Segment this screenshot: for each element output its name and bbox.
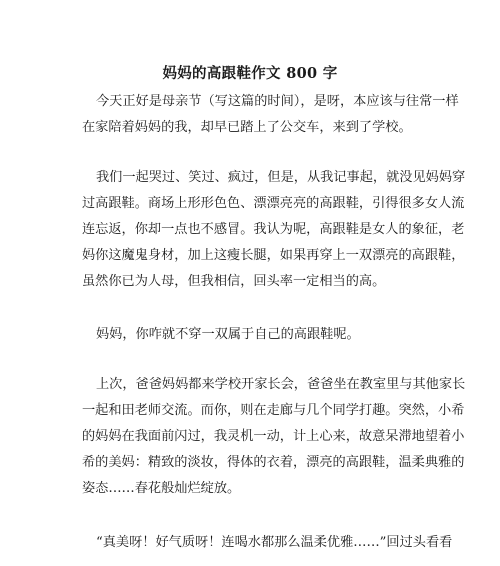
paragraph-4 (82, 372, 466, 502)
paragraph-line: 的妈妈在我面前闪过，我灵机一动，计上心来，故意呆滞地望着小 (82, 429, 465, 444)
paragraph-1 (82, 89, 459, 141)
paragraph-5 (82, 530, 453, 556)
paragraph-3 (82, 322, 424, 348)
paragraph-line: 妈你这魔鬼身材，加上这瘦长腿，如果再穿上一双漂亮的高跟鞋， (82, 248, 465, 263)
paragraph-line: 今天正好是母亲节（写这篇的时间），是呀，本应该与往常一样 (96, 94, 459, 109)
document-title: 妈妈的高跟鞋作文 800 字 (162, 65, 338, 82)
paragraph-line: 姿态……春花般灿烂绽放。 (82, 481, 241, 496)
paragraph-line: 过高跟鞋。商场上形形色色、漂漂亮亮的高跟鞋，引得很多女人流 (82, 196, 465, 211)
paragraph-line: 我们一起哭过、笑过、疯过，但是，从我记事起，就没见妈妈穿 (96, 170, 466, 185)
paragraph-line: 虽然你已为人母，但我相信，回头率一定相当的高。 (82, 274, 386, 289)
paragraph-line: 希的美妈：精致的淡妆，得体的衣着，漂亮的高跟鞋，温柔典雅的 (82, 455, 465, 470)
paragraph-line: 一起和田老师交流。而你，则在走廊与几个同学打趣。突然，小希 (82, 403, 465, 418)
paragraph-line: 连忘返，你却一点也不感冒。我认为呢，高跟鞋是女人的象征，老 (82, 222, 465, 237)
paragraph-line: 妈妈，你咋就不穿一双属于自己的高跟鞋呢。 (96, 327, 360, 342)
paragraph-line: “真美呀！好气质呀！连喝水都那么温柔优雅……”回过头看看 (96, 535, 453, 550)
paragraph-line: 在家陪着妈妈的我，却早已踏上了公交车，来到了学校。 (82, 120, 412, 135)
paragraph-2 (82, 165, 466, 295)
paragraph-line: 上次，爸爸妈妈都来学校开家长会，爸爸坐在教室里与其他家长 (96, 377, 466, 392)
